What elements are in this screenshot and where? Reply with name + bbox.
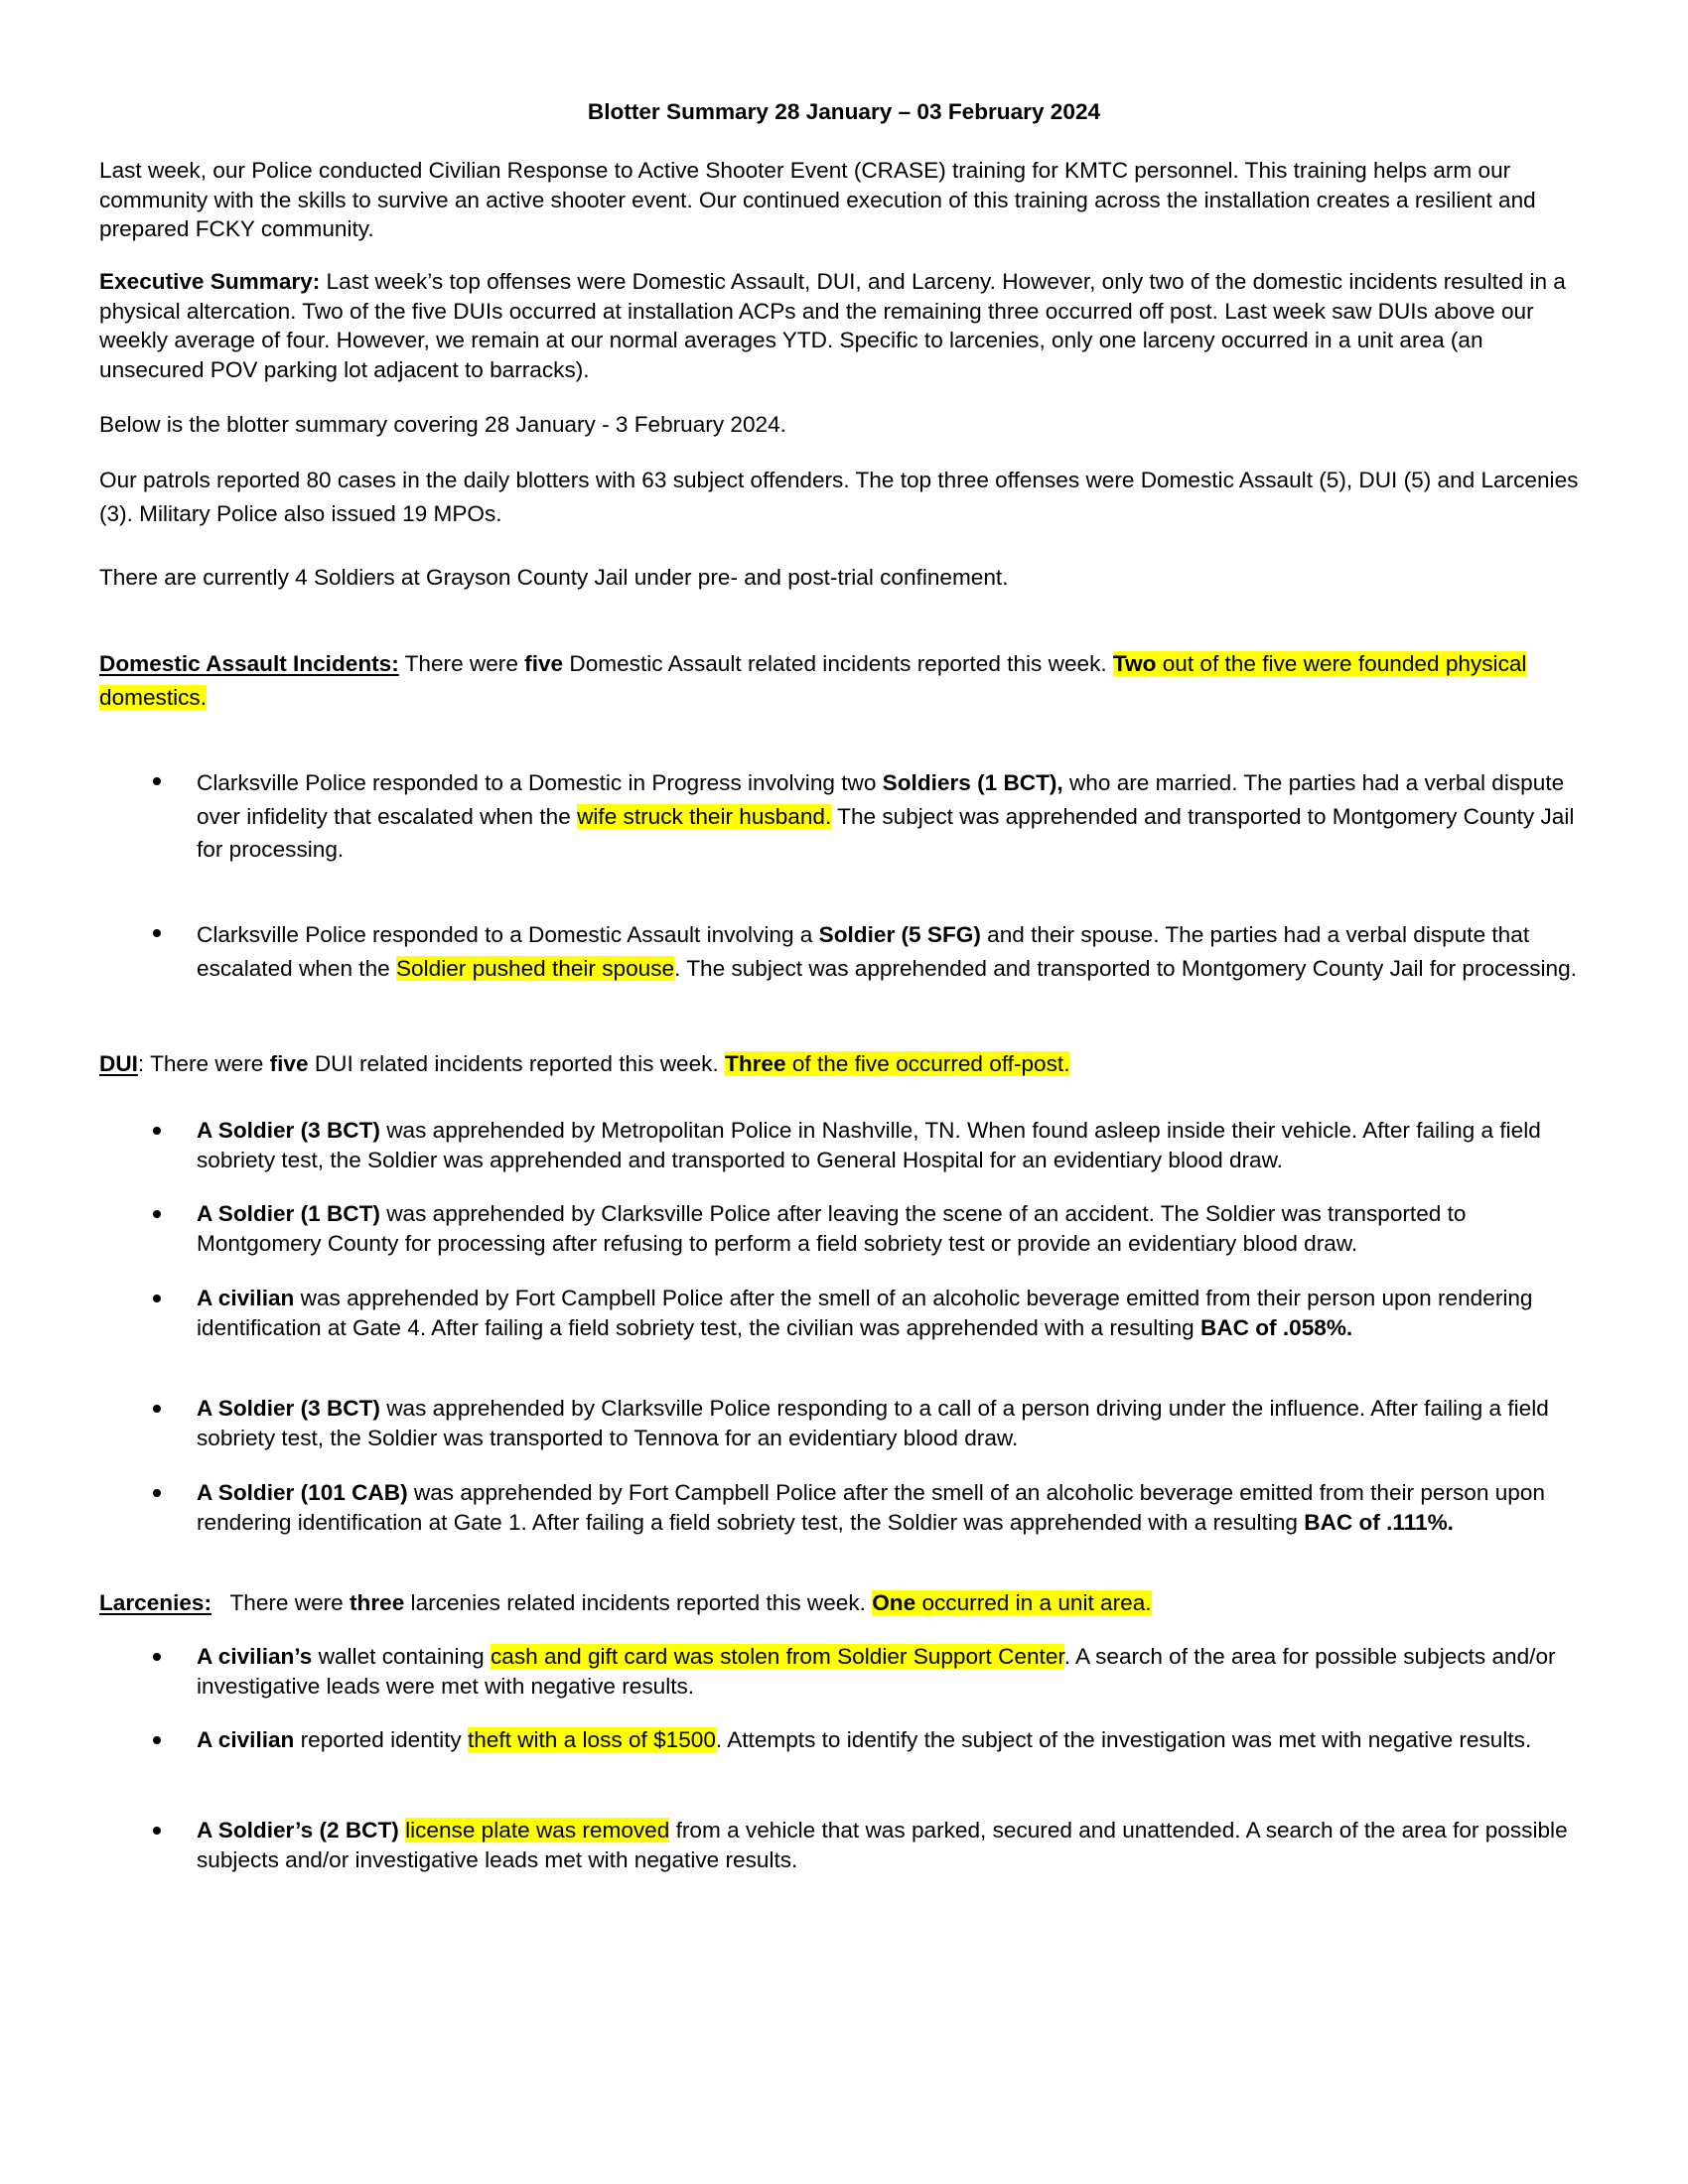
item-subject: A civilian <box>197 1727 295 1752</box>
item-highlight: cash and gift card was stolen from Soldier Support Center <box>490 1644 1064 1669</box>
item-bac: BAC of .058%. <box>1200 1314 1353 1340</box>
item-subject: A Soldier (101 CAB) <box>197 1480 408 1505</box>
item-text: who are married. The parties had a verbal dispute over infidelity that escalated when the <box>197 770 1565 829</box>
larcenies-highlight <box>872 1590 1151 1615</box>
item-text: . Attempts to identify the subject of the investigation was met with negative results. <box>715 1727 1532 1752</box>
item-subject: A Soldier (1 BCT) <box>197 1201 380 1226</box>
domestic-intro-text: There were <box>398 651 525 676</box>
larcenies-count: three <box>350 1590 405 1615</box>
larcenies-highlight-text: occurred in a unit area. <box>915 1590 1152 1615</box>
item-text: wallet containing <box>312 1644 491 1669</box>
domestic-highlight-bold: Two <box>1112 651 1157 676</box>
item-text: was apprehended by Metropolitan Police in Nashville, TN. When found asleep inside their vehicle. After failing a field sobriety test, the Soldier was apprehended and transported to General Hospital for an evidentiary blood draw. <box>197 1118 1541 1172</box>
dui-heading: DUI <box>99 1051 138 1076</box>
dui-item <box>149 1284 1591 1342</box>
item-subject: A Soldier (3 BCT) <box>197 1396 380 1421</box>
executive-summary-label: Executive Summary: <box>99 269 321 294</box>
item-text: was apprehended by Fort Campbell Police after the smell of an alcoholic beverage emitted from their person upon rendering identification at Gate 1. After failing a field sobriety test, the Soldier was apprehended with a resulting <box>197 1480 1545 1535</box>
dui-item <box>149 1199 1591 1258</box>
item-subject: A Soldier’s (2 BCT) <box>197 1818 399 1843</box>
larceny-item <box>149 1725 1591 1755</box>
item-text: was apprehended by Clarksville Police after leaving the scene of an accident. The Soldier was transported to Montgomery County for processing after refusing to perform a field sobriety test or provide an evidentiary blood draw. <box>197 1201 1467 1256</box>
item-subject: Soldiers (1 BCT), <box>882 770 1063 795</box>
intro-paragraph: Last week, our Police conducted Civilian Response to Active Shooter Event (CRASE) training for KMTC personnel. This training helps arm our community with the skills to survive an active shooter event. Our continued execution of this training across the installation creates a resilient and prepared FCKY community. <box>99 158 1536 241</box>
coverage-paragraph: Below is the blotter summary covering 28 January - 3 February 2024. <box>99 412 786 437</box>
domestic-highlight-text: out of the five were founded physical domestics. <box>99 651 1527 710</box>
dui-section-heading <box>99 1049 1591 1079</box>
item-highlight: wife struck their husband. <box>577 803 832 829</box>
item-text: was apprehended by Clarksville Police responding to a call of a person driving under the influence. After failing a field sobriety test, the Soldier was transported to Tennova for an evidentiary blood draw. <box>197 1396 1549 1450</box>
item-text: Clarksville Police responded to a Domestic Assault involving a <box>197 922 819 947</box>
item-text: Clarksville Police responded to a Domestic in Progress involving two <box>197 770 883 795</box>
dui-item <box>149 1394 1591 1452</box>
dui-intro-text-2: DUI related incidents reported this week. <box>308 1051 726 1076</box>
item-text: . A search of the area for possible subjects and/or investigative leads were met with negative results. <box>197 1644 1556 1699</box>
larcenies-section-heading <box>99 1588 1591 1618</box>
item-highlight: theft with a loss of $1500 <box>467 1727 716 1752</box>
item-subject: A civilian’s <box>197 1644 313 1669</box>
domestic-heading: Domestic Assault Incidents: <box>99 651 399 676</box>
item-highlight: license plate was removed <box>405 1818 670 1843</box>
item-highlight: Soldier pushed their spouse <box>395 955 675 981</box>
item-text: from a vehicle that was parked, secured and unattended. A search of the area for possible subjects and/or investigative leads met with negative results. <box>197 1818 1568 1872</box>
dui-count: five <box>269 1051 309 1076</box>
patrols-paragraph: Our patrols reported 80 cases in the daily blotters with 63 subject offenders. The top three offenses were Domestic Assault (5), DUI (5) and Larcenies (3). Military Police also issued 19 MPOs. <box>99 468 1579 526</box>
confinement-paragraph: There are currently 4 Soldiers at Grayson County Jail under pre- and post-trial confinement. <box>99 565 1009 590</box>
item-text: reported identity <box>294 1727 468 1752</box>
domestic-count: five <box>524 651 564 676</box>
domestic-item <box>149 766 1591 867</box>
larceny-item <box>149 1816 1591 1874</box>
dui-item <box>149 1478 1591 1537</box>
larcenies-highlight-bold: One <box>872 1590 916 1615</box>
domestic-item <box>149 918 1591 985</box>
dui-highlight-text: of the five occurred off-post. <box>785 1051 1070 1076</box>
item-subject: A Soldier (3 BCT) <box>197 1118 380 1143</box>
item-subject: A civilian <box>197 1286 295 1310</box>
domestic-intro-text-2: Domestic Assault related incidents reported this week. <box>563 651 1113 676</box>
item-text: . The subject was apprehended and transported to Montgomery County Jail for processing. <box>674 955 1577 981</box>
dui-item <box>149 1116 1591 1174</box>
item-bac: BAC of .111%. <box>1304 1509 1454 1535</box>
item-text: The subject was apprehended and transported to Montgomery County Jail for processing. <box>197 803 1575 862</box>
dui-intro-text: : There were <box>137 1051 270 1076</box>
item-text: and their spouse. The parties had a verbal dispute that escalated when the <box>197 922 1530 981</box>
larcenies-intro-text-2: larcenies related incidents reported this week. <box>404 1590 873 1615</box>
executive-summary <box>99 267 1591 384</box>
executive-summary-text: Last week’s top offenses were Domestic Assault, DUI, and Larceny. However, only two of the domestic incidents resulted in a physical altercation. Two of the five DUIs occurred at installation ACPs and the remaining three occurred off post. Last week saw DUIs above our weekly average of four. However, we remain at our normal averages YTD. Specific to larcenies, only one larceny occurred in a unit area (an unsecured POV parking lot adjacent to barracks). <box>99 269 1566 382</box>
document-title: Blotter Summary 28 January – 03 February 2024 <box>587 99 1101 124</box>
item-subject: Soldier (5 SFG) <box>818 922 981 947</box>
item-text: was apprehended by Fort Campbell Police after the smell of an alcoholic beverage emitted from their person upon rendering identification at Gate 4. After failing a field sobriety test, the civilian was apprehended with a resulting <box>197 1286 1533 1340</box>
dui-highlight-bold: Three <box>725 1051 786 1076</box>
domestic-section-heading <box>99 647 1591 714</box>
larcenies-heading: Larcenies: <box>99 1590 212 1615</box>
larceny-item <box>149 1642 1591 1701</box>
dui-highlight <box>725 1051 1069 1076</box>
larcenies-intro-text: There were <box>211 1590 351 1615</box>
